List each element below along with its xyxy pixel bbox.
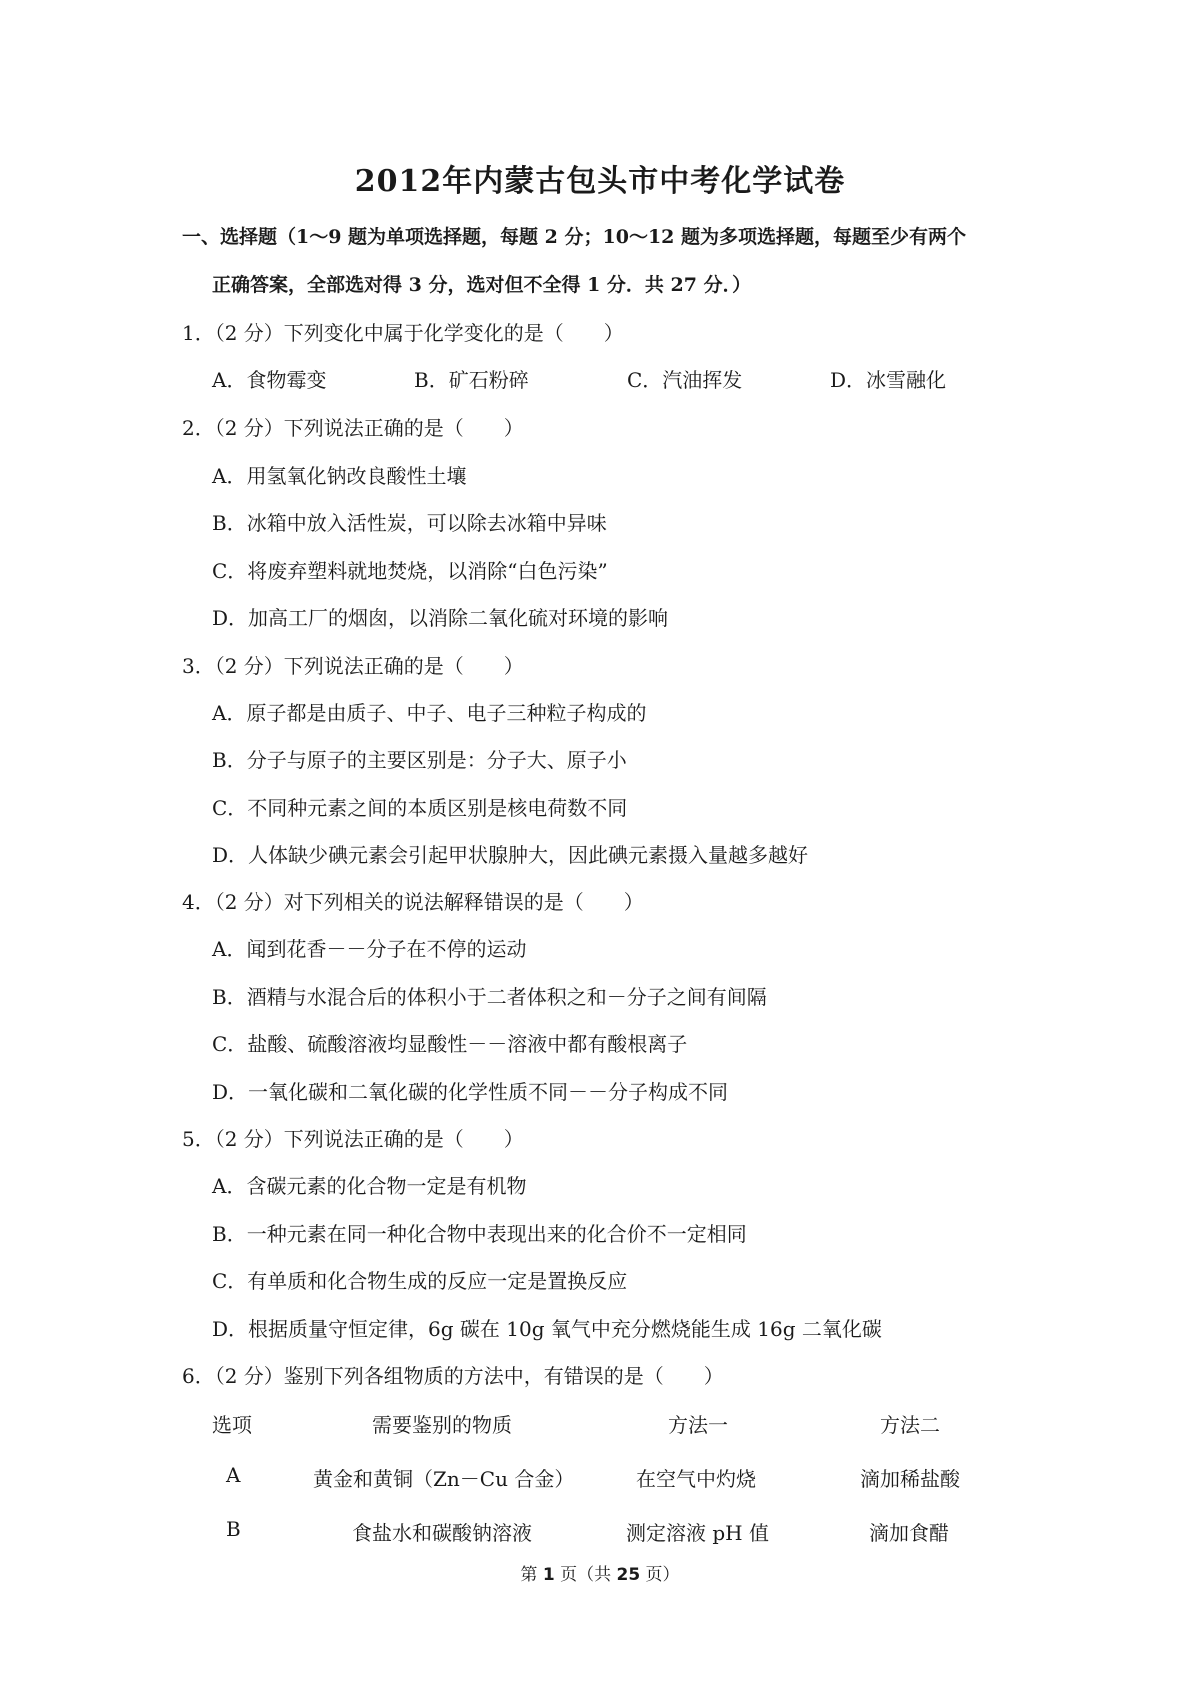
footer-page-number: 1 — [542, 1565, 555, 1585]
page-footer — [0, 1560, 1200, 1585]
question-1-option-a: A．食物霉变 — [212, 368, 327, 392]
question-4-option-b: B．酒精与水混合后的体积小于二者体积之和－分子之间有间隔 — [212, 985, 767, 1009]
question-5-option-b: B．一种元素在同一种化合物中表现出来的化合价不一定相同 — [212, 1222, 747, 1246]
page-title: 2012年内蒙古包头市中考化学试卷 — [354, 164, 846, 199]
footer-suffix: 页） — [640, 1565, 680, 1585]
table-cell: 滴加食醋 — [869, 1521, 949, 1545]
footer-middle: 页（共 — [554, 1565, 617, 1585]
question-3-option-d: D．人体缺少碘元素会引起甲状腺肿大，因此碘元素摄入量越多越好 — [212, 843, 809, 867]
question-1-option-b: B．矿石粉碎 — [414, 368, 529, 392]
question-2-option-d: D．加高工厂的烟囱，以消除二氧化硫对环境的影响 — [212, 606, 669, 630]
table-cell: 在空气中灼烧 — [636, 1467, 756, 1491]
question-3-option-c: C．不同种元素之间的本质区别是核电荷数不同 — [212, 796, 628, 820]
question-6-stem: 6．（2 分）鉴别下列各组物质的方法中，有错误的是（ ） — [182, 1364, 724, 1388]
question-2-option-c: C．将废弃塑料就地焚烧，以消除“白色污染” — [212, 559, 608, 583]
table-cell: 食盐水和碳酸钠溶液 — [352, 1521, 532, 1545]
question-1-stem: 1．（2 分）下列变化中属于化学变化的是（ ） — [182, 321, 624, 345]
table-cell: B — [226, 1517, 241, 1541]
question-5-option-c: C．有单质和化合物生成的反应一定是置换反应 — [212, 1269, 628, 1293]
question-4-option-a: A．闻到花香－－分子在不停的运动 — [212, 937, 527, 961]
question-4-option-c: C．盐酸、硫酸溶液均显酸性－－溶液中都有酸根离子 — [212, 1032, 688, 1056]
question-5-option-d: D．根据质量守恒定律，6g 碳在 10g 氧气中充分燃烧能生成 16g 二氧化碳 — [212, 1317, 882, 1341]
question-4-option-d: D．一氧化碳和二氧化碳的化学性质不同－－分子构成不同 — [212, 1080, 729, 1104]
question-5-stem: 5．（2 分）下列说法正确的是（ ） — [182, 1127, 524, 1151]
question-3-option-b: B．分子与原子的主要区别是：分子大、原子小 — [212, 748, 627, 772]
table-cell: A — [226, 1463, 241, 1487]
question-2-stem: 2．（2 分）下列说法正确的是（ ） — [182, 416, 524, 440]
table-header-method-1: 方法一 — [668, 1413, 728, 1437]
table-cell: 测定溶液 pH 值 — [626, 1521, 769, 1545]
question-2-option-a: A．用氢氧化钠改良酸性土壤 — [212, 464, 467, 488]
footer-total-pages: 25 — [616, 1565, 641, 1585]
table-header-method-2: 方法二 — [880, 1413, 940, 1437]
question-1-options — [0, 364, 1200, 394]
footer-prefix: 第 — [520, 1565, 543, 1585]
question-3-stem: 3．（2 分）下列说法正确的是（ ） — [182, 654, 524, 678]
table-cell: 黄金和黄铜（Zn－Cu 合金） — [313, 1467, 575, 1491]
table-header-option: 选项 — [212, 1413, 252, 1437]
question-3-option-a: A．原子都是由质子、中子、电子三种粒子构成的 — [212, 701, 647, 725]
table-header-substances: 需要鉴别的物质 — [372, 1413, 512, 1437]
question-4-stem: 4．（2 分）对下列相关的说法解释错误的是（ ） — [182, 890, 644, 914]
question-2-option-b: B．冰箱中放入活性炭，可以除去冰箱中异味 — [212, 511, 607, 535]
section-heading-line2: 正确答案，全部选对得 3 分，选对但不全得 1 分．共 27 分．） — [212, 274, 752, 296]
question-1-option-c: C．汽油挥发 — [627, 368, 743, 392]
question-1-option-d: D．冰雪融化 — [830, 368, 947, 392]
question-5-option-a: A．含碳元素的化合物一定是有机物 — [212, 1174, 527, 1198]
section-heading-line1: 一、选择题（1～9 题为单项选择题，每题 2 分；10～12 题为多项选择题，每题至少有两个 — [182, 226, 967, 248]
table-cell: 滴加稀盐酸 — [860, 1467, 960, 1491]
